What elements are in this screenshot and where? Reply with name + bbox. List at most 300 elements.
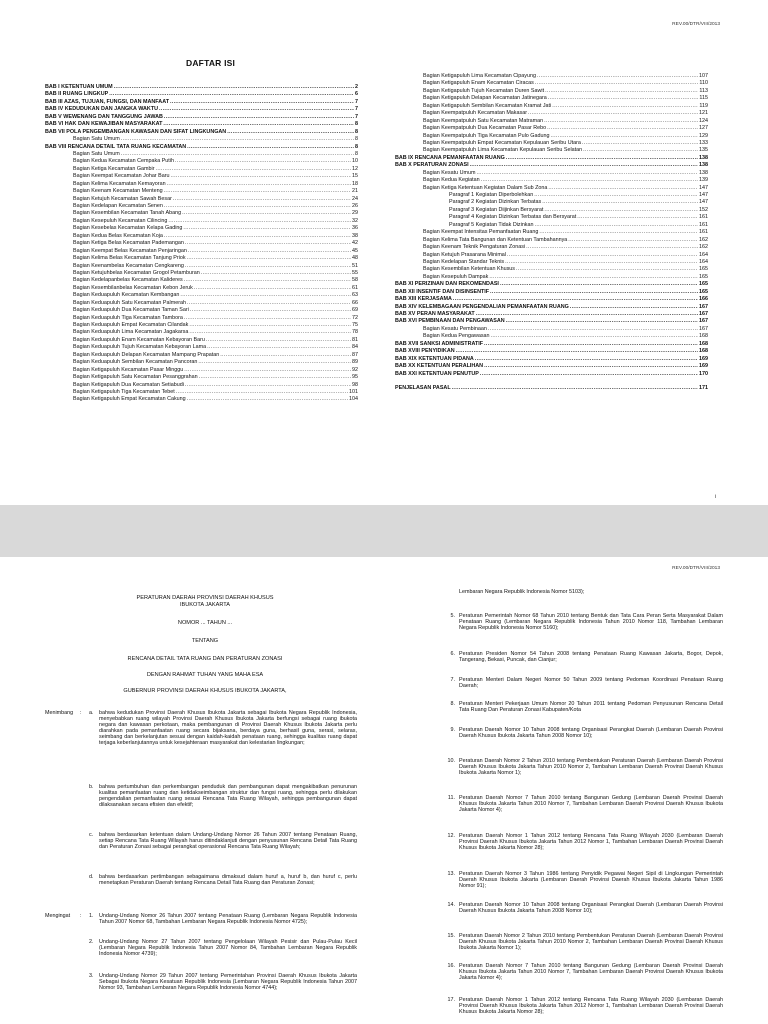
toc-leader-dots [189, 322, 351, 329]
toc-section-entry[interactable] [395, 88, 708, 95]
toc-entry-label: Bagian Kedelapan Standar Teknis [423, 258, 505, 265]
toc-entry-page: 92 [352, 366, 358, 373]
toc-leader-dots [163, 121, 354, 128]
toc-section-entry[interactable] [395, 192, 708, 199]
toc-entry-page: 171 [699, 385, 708, 392]
toc-chapter-entry[interactable] [45, 144, 358, 151]
toc-section-entry[interactable] [45, 396, 358, 403]
toc-entry-page: 162 [699, 236, 708, 243]
item-text: bahwa kedudukan Provinsi Daerah Khusus Ibukota Jakarta sebagai Ibukota Negara Republik Indonesia, menyebabkan ruang wilayah Provinsi Daerah Khusus Ibukota Jakarta berfungsi sebagai ruang ibukota negara dan kawasan perkotaan, maka pembangunan di Provinsi Daerah Khusus Ibukota Jakarta perlu diarahkan pada pemanfaatan ruang secara bijaksana, berdaya guna, berhasil guna, serasi, selaras, seimbang dan berkelanjutan sesuai dengan kaidah-kaidah penataan ruang, sehingga kualitas ruang dapat terjaga keberlanjutannya untuk kesejahteraan masyarakat dan kelestarian lingkungan; [99, 710, 357, 747]
toc-chapter-entry[interactable] [395, 356, 708, 363]
toc-section-entry[interactable] [395, 118, 708, 125]
toc-section-entry[interactable] [45, 233, 358, 240]
toc-entry-page: 169 [699, 363, 708, 370]
section-label: Menimbang [45, 710, 74, 716]
toc-entry-page: 124 [699, 117, 708, 124]
toc-leader-dots [489, 274, 698, 281]
legal-basis-item [441, 902, 723, 914]
toc-entry-page: 167 [699, 318, 708, 325]
toc-entry-label: BAB XII INSENTIF DAN DISINSENTIF [395, 288, 490, 295]
toc-entry-label: Bagian Ketujuh Kecamatan Sawah Besar [73, 195, 172, 202]
toc-entry-page: 8 [355, 143, 358, 150]
toc-entry-page: 127 [699, 125, 708, 132]
toc-leader-dots [185, 240, 351, 247]
toc-section-entry[interactable] [45, 181, 358, 188]
toc-entry-label: Bagian Kesembilan Kecamatan Tanah Abang [73, 210, 182, 217]
item-text: Peraturan Daerah Nomor 7 Tahun 2010 tentang Bangunan Gedung (Lembaran Daerah Provinsi Daerah Khusus Ibukota Jakarta Tahun 2010 Nomor 7, Tambahan Lembaran Daerah Provinsi Daerah Khusus Ibukota Jakarta Nomor 4); [459, 795, 723, 814]
toc-section-entry[interactable] [395, 222, 708, 229]
toc-leader-dots [189, 329, 351, 336]
toc-section-entry[interactable] [395, 125, 708, 132]
toc-entry-label: BAB IX RENCANA PEMANFAATAN RUANG [395, 154, 505, 161]
toc-entry-page: 45 [352, 247, 358, 254]
toc-leader-dots [484, 341, 698, 348]
item-text: Peraturan Daerah Nomor 1 Tahun 2012 tentang Rencana Tata Ruang Wilayah 2030 (Lembaran Daerah Provinsi Daerah Khusus Ibukota Jakarta Tahun 2012 Nomor 1, Tambahan Lembaran Daerah Provinsi Daerah Khusus Ibukota Jakarta Nomor 28); [459, 997, 723, 1016]
toc-section-entry[interactable] [395, 185, 708, 192]
toc-entry-label: Bagian Keempat Kecamatan Johar Baru [73, 173, 170, 180]
toc-section-entry[interactable] [395, 110, 708, 117]
legal-basis-item [441, 727, 723, 739]
toc-leader-dots [453, 296, 698, 303]
toc-leader-dots [548, 185, 698, 192]
toc-section-entry[interactable] [395, 177, 708, 184]
toc-leader-dots [545, 88, 698, 95]
colon: : [80, 710, 82, 716]
toc-entry-label: BAB II RUANG LINGKUP [45, 91, 109, 98]
toc-leader-dots [506, 318, 698, 325]
toc-entry-label: Bagian Keduapuluh Kecamatan Kembangan [73, 292, 180, 299]
legal-basis-item [441, 758, 723, 776]
item-number: 10. [447, 758, 455, 764]
toc-entry-label: Bagian Kedua Belas Kecamatan Koja [73, 232, 163, 239]
toc-leader-dots [535, 80, 699, 87]
toc-entry-label: Bagian Kedua Pengawasan [423, 333, 490, 340]
toc-chapter-entry[interactable] [395, 348, 708, 355]
toc-entry-label: BAB X PERATURAN ZONASI [395, 162, 469, 169]
toc-entry-page: 135 [699, 147, 708, 154]
toc-leader-dots [175, 158, 351, 165]
toc-entry-label: Bagian Kelima Kecamatan Kemayoran [73, 180, 166, 187]
section-label [45, 973, 80, 991]
section-label [45, 784, 80, 808]
toc-entry-label: BAB XX KETENTUAN PERALIHAN [395, 363, 484, 370]
regulation-subject: RENCANA DETAIL TATA RUANG DAN PERATURAN ZONASI [127, 656, 283, 662]
toc-leader-dots [199, 374, 351, 381]
toc-section-entry[interactable] [395, 147, 708, 154]
toc-entry-page: 7 [355, 113, 358, 120]
toc-leader-dots [180, 292, 351, 299]
toc-entry-label: Bagian Ketujuh Prasarana Minimal [423, 251, 507, 258]
toc-section-entry[interactable] [395, 214, 708, 221]
toc-entry-page: 138 [699, 154, 708, 161]
toc-entry-label: Bagian Ketujuhbelas Kecamatan Grogol Petamburan [73, 269, 200, 276]
toc-entry-label: BAB I KETENTUAN UMUM [45, 84, 113, 90]
toc-section-entry[interactable] [45, 263, 358, 270]
toc-right-column [395, 73, 708, 393]
toc-chapter-entry[interactable] [395, 304, 708, 311]
toc-section-entry[interactable] [395, 244, 708, 251]
toc-entry-label: BAB V WEWENANG DAN TANGGUNG JAWAB [45, 113, 163, 120]
toc-entry-page: 38 [352, 232, 358, 239]
legal-basis-item [441, 963, 723, 981]
section-label [45, 939, 80, 957]
toc-chapter-entry[interactable] [45, 99, 358, 106]
toc-section-entry[interactable] [395, 229, 708, 236]
toc-entry-label: Bagian Kesembilan Ketentuan Khusus [423, 266, 516, 273]
toc-entry-page: 10 [352, 158, 358, 165]
toc-entry-page: 51 [352, 262, 358, 269]
toc-leader-dots [168, 218, 351, 225]
item-text: Peraturan Daerah Nomor 2 Tahun 2010 tentang Pembentukan Peraturan Daerah (Lembaran Daerah Provinsi Daerah Khusus Ibukota Jakarta Tahun 2010 Nomor 2, Tambahan Lembaran Daerah Provinsi Daerah Khusus Ibukota Jakarta Nomor 1); [459, 933, 723, 952]
toc-leader-dots [491, 333, 698, 340]
toc-entry-label: Bagian Kedua Kegiatan [423, 177, 480, 184]
toc-leader-dots [475, 356, 698, 363]
toc-section-entry[interactable] [45, 382, 358, 389]
toc-entry-label: BAB XIII KERJASAMA [395, 296, 452, 303]
toc-section-entry[interactable] [395, 266, 708, 273]
toc-entry-label: Bagian Keduapuluh Sembilan Kecamatan Pancoran [73, 359, 198, 366]
toc-entry-page: 107 [699, 73, 708, 79]
toc-chapter-entry[interactable] [45, 114, 358, 121]
toc-leader-dots [164, 188, 351, 195]
toc-section-entry[interactable] [395, 140, 708, 147]
toc-entry-label: Bagian Keempatpuluh Kecamatan Makasar [423, 110, 527, 117]
toc-entry-label: Bagian Keempatpuluh Satu Kecamatan Matraman [423, 117, 544, 124]
regulation-heading-line: IBUKOTA JAKARTA [179, 602, 231, 608]
legal-basis-continuation [441, 589, 723, 595]
toc-chapter-entry[interactable] [395, 289, 708, 296]
page-number: i [714, 494, 716, 500]
item-text: Peraturan Menteri Dalam Negeri Nomor 50 Tahun 2009 tentang Pedoman Koordinasi Penataan Ruang Daerah; [459, 677, 723, 690]
toc-leader-dots [550, 133, 698, 140]
toc-entry-label: BAB III AZAS, TUJUAN, FUNGSI, DAN MANFAAT [45, 98, 169, 105]
toc-entry-page: 2 [355, 84, 358, 90]
item-number: 6. [450, 651, 455, 657]
toc-entry-label: Bagian Kedelapan Kecamatan Senen [73, 203, 163, 209]
toc-entry-page: 138 [699, 162, 708, 169]
toc-leader-dots [484, 363, 698, 370]
section-label [45, 832, 80, 850]
toc-section-entry[interactable] [45, 218, 358, 225]
regulation-preamble: DENGAN RAHMAT TUHAN YANG MAHA ESA [146, 672, 264, 678]
toc-entry-page: 75 [352, 322, 358, 328]
toc-section-entry[interactable] [45, 225, 358, 232]
toc-chapter-entry[interactable] [395, 341, 708, 348]
toc-entry-page: 26 [352, 203, 358, 209]
toc-section-entry[interactable] [45, 322, 358, 329]
item-number: 9. [450, 727, 455, 733]
toc-leader-dots [577, 214, 698, 221]
item-text: Undang-Undang Nomor 29 Tahun 2007 tentang Pemerintahan Provinsi Daerah Khusus Ibukota Jakarta Sebagai Ibukota Negara Kesatuan Republik Indonesia (Lembaran Negara Republik Indonesia Tahun 2007 Nomor 93, Tambahan Lembaran Negara Republik Indonesia Nomor 4744); [99, 973, 357, 992]
toc-section-entry[interactable] [45, 188, 358, 195]
toc-entry-page: 166 [699, 296, 708, 303]
toc-section-entry[interactable] [45, 292, 358, 299]
consideration-item [45, 710, 357, 746]
toc-entry-page: 147 [699, 199, 708, 206]
toc-section-entry[interactable] [395, 170, 708, 177]
item-text: Peraturan Daerah Nomor 10 Tahun 2008 tentang Organisasi Perangkat Daerah (Lembaran Daerah Provinsi Daerah Khusus Ibukota Jakarta Tahun 2008 Nomor 10); [459, 727, 723, 740]
toc-entry-page: 87 [352, 351, 358, 358]
toc-entry-label: Bagian Kedelapanbelas Kecamatan Kalideres [73, 277, 183, 284]
legal-basis-item [441, 613, 723, 631]
toc-section-entry[interactable] [45, 277, 358, 284]
toc-entry-label: Bagian Ketigapuluh Sembilan Kecamatan Kramat Jati [423, 102, 552, 109]
item-text: Peraturan Daerah Nomor 1 Tahun 2012 tentang Rencana Tata Ruang Wilayah 2030 (Lembaran Daerah Provinsi Daerah Khusus Ibukota Jakarta Tahun 2012 Nomor 1, Tambahan Lembaran Daerah Provinsi Daerah Khusus Ibukota Jakarta Nomor 28); [459, 833, 723, 852]
colon [80, 874, 89, 886]
toc-leader-dots [201, 270, 351, 277]
item-number: 13. [447, 871, 455, 877]
toc-entry-page: 42 [352, 240, 358, 247]
toc-leader-dots [173, 196, 351, 203]
toc-entry-page: 6 [355, 91, 358, 98]
toc-section-entry[interactable] [395, 237, 708, 244]
toc-entry-page: 18 [352, 180, 358, 187]
toc-section-entry[interactable] [45, 240, 358, 247]
toc-entry-label: Bagian Ketigapuluh Lima Kecamatan Cipayung [423, 73, 536, 79]
toc-leader-dots [190, 307, 351, 314]
toc-section-entry[interactable] [395, 252, 708, 259]
toc-section-entry[interactable] [395, 259, 708, 266]
toc-section-entry[interactable] [45, 151, 358, 158]
toc-leader-dots [114, 84, 354, 91]
toc-entry-page: 170 [699, 370, 708, 377]
toc-entry-page: 152 [699, 206, 708, 213]
toc-entry-page: 110 [699, 80, 708, 87]
toc-leader-dots [167, 181, 351, 188]
toc-section-entry[interactable] [395, 207, 708, 214]
toc-chapter-entry[interactable] [395, 318, 708, 325]
toc-entry-page: 168 [699, 333, 708, 340]
toc-section-entry[interactable] [45, 344, 358, 351]
toc-section-entry[interactable] [45, 248, 358, 255]
toc-entry-page: 115 [699, 95, 708, 102]
toc-leader-dots [500, 281, 698, 288]
toc-leader-dots [227, 129, 354, 136]
toc-leader-dots [537, 73, 698, 80]
toc-section-entry[interactable] [45, 389, 358, 396]
toc-chapter-entry[interactable] [45, 121, 358, 128]
toc-section-entry[interactable] [395, 80, 708, 87]
toc-section-entry[interactable] [45, 367, 358, 374]
toc-section-entry[interactable] [395, 133, 708, 140]
toc-leader-dots [506, 155, 698, 162]
toc-entry-page: 98 [352, 381, 358, 388]
toc-leader-dots [164, 233, 351, 240]
toc-section-entry[interactable] [395, 199, 708, 206]
toc-entry-label: Bagian Keduapuluh Lima Kecamatan Jagakarsa [73, 329, 189, 336]
toc-section-entry[interactable] [45, 270, 358, 277]
item-number: 12. [447, 833, 455, 839]
toc-entry-page: 165 [699, 273, 708, 280]
toc-section-entry[interactable] [45, 329, 358, 336]
item-number: 2. [89, 939, 94, 945]
toc-section-entry[interactable] [395, 326, 708, 333]
toc-entry-page: 8 [355, 128, 358, 135]
toc-chapter-entry[interactable] [395, 162, 708, 169]
toc-entry-page: 36 [352, 225, 358, 232]
toc-entry-label: Bagian Keenam Kecamatan Menteng [73, 188, 163, 195]
toc-section-entry[interactable] [45, 255, 358, 262]
toc-section-entry[interactable] [45, 136, 358, 143]
item-number: 1. [89, 913, 94, 919]
toc-chapter-entry[interactable] [45, 91, 358, 98]
toc-section-entry[interactable] [45, 359, 358, 366]
toc-section-entry[interactable] [395, 274, 708, 281]
toc-leader-dots [548, 95, 699, 102]
toc-entry-label: Bagian Kedua Kecamatan Cempaka Putih [73, 158, 174, 165]
toc-section-entry[interactable] [45, 166, 358, 173]
toc-leader-dots [206, 337, 351, 344]
toc-leader-dots [184, 367, 351, 374]
item-text: bahwa berdasarkan ketentuan dalam Undang-Undang Nomor 26 Tahun 2007 tentang Penataan Ruang, setiap Rencana Tata Ruang Wilayah harus ditindaklanjuti dengan penyusunan Rencana Detail Tata Ruang dan Peraturan Zonasi sebagai perangkat operasional Rencana Tata Ruang Wilayah; [99, 832, 357, 851]
toc-entry-label: Bagian Keempatpuluh Dua Kecamatan Pasar Rebo [423, 125, 547, 132]
toc-leader-dots [582, 140, 698, 147]
legal-basis-item [441, 651, 723, 663]
toc-leader-dots [570, 304, 698, 311]
toc-leader-dots [156, 166, 351, 173]
toc-entry-label: Bagian Ketigapuluh Tujuh Kecamatan Duren Sawit [423, 87, 545, 94]
colon [80, 973, 89, 991]
toc-section-entry[interactable] [45, 210, 358, 217]
toc-leader-dots [547, 125, 698, 132]
toc-chapter-entry[interactable] [395, 311, 708, 318]
toc-section-entry[interactable] [45, 285, 358, 292]
section-label [45, 874, 80, 886]
toc-left-column [45, 84, 358, 404]
item-number: 15. [447, 933, 455, 939]
toc-leader-dots [170, 99, 354, 106]
toc-section-entry[interactable] [45, 315, 358, 322]
toc-leader-dots [480, 371, 698, 378]
toc-entry-label: Bagian Ketigapuluh Enam Kecamatan Ciracas [423, 80, 534, 87]
toc-entry-page: 113 [699, 87, 708, 94]
toc-leader-dots [456, 348, 698, 355]
toc-leader-dots [220, 352, 351, 359]
toc-entry-page: 58 [352, 277, 358, 284]
toc-section-entry[interactable] [45, 173, 358, 180]
consideration-item [45, 784, 357, 808]
toc-section-entry[interactable] [45, 300, 358, 307]
colon: : [80, 913, 82, 919]
toc-entry-page: 147 [699, 192, 708, 198]
colon [80, 832, 89, 850]
toc-leader-dots [552, 103, 698, 110]
item-text: Peraturan Daerah Nomor 10 Tahun 2008 tentang Organisasi Perangkat Daerah (Lembaran Daerah Provinsi Daerah Khusus Ibukota Jakarta Tahun 2008 Nomor 10); [459, 902, 723, 915]
toc-entry-label: Bagian Ketiga Ketentuan Kegiatan Dalam Sub Zona [423, 184, 548, 191]
toc-leader-dots [109, 91, 354, 98]
toc-leader-dots [187, 255, 351, 262]
item-text: Peraturan Pemerintah Nomor 68 Tahun 2010 tentang Bentuk dan Tata Cara Peran Serta Masyarakat Dalam Penataan Ruang (Lembaran Negara Republik Indonesia Tahun 2010 Nomor 118, Tambahan Lembaran Negara Republik Indonesia Nomor 5160); [459, 613, 723, 632]
toc-leader-dots [476, 311, 698, 318]
toc-entry-page: 139 [699, 177, 708, 184]
toc-leader-dots [164, 203, 351, 210]
toc-leader-dots [488, 326, 698, 333]
toc-entry-page: 101 [349, 388, 358, 395]
toc-entry-page: 138 [699, 169, 708, 176]
toc-section-entry[interactable] [45, 196, 358, 203]
toc-entry-label: Bagian Keduapuluh Tujuh Kecamatan Kebayoran Lama [73, 344, 207, 351]
toc-leader-dots [544, 118, 698, 125]
toc-entry-label: BAB XVII SANKSI ADMINISTRATIF [395, 340, 484, 347]
toc-section-entry[interactable] [45, 374, 358, 381]
toc-entry-page: 63 [352, 292, 358, 299]
legal-basis-item [441, 933, 723, 951]
toc-entry-label: Bagian Ketigapuluh Dua Kecamatan Setiabudi [73, 381, 184, 388]
toc-entry-label: Bagian Ketigapuluh Delapan Kecamatan Jatinegara [423, 95, 547, 102]
toc-chapter-entry[interactable] [45, 84, 358, 91]
legal-basis-item [441, 677, 723, 689]
toc-entry-page: 84 [352, 344, 358, 351]
toc-leader-dots [542, 199, 698, 206]
item-letter: d. [89, 874, 94, 880]
toc-entry-page: 129 [699, 132, 708, 139]
toc-entry-page: 162 [699, 244, 708, 251]
toc-chapter-entry[interactable] [45, 106, 358, 113]
toc-chapter-entry[interactable] [45, 129, 358, 136]
toc-entry-label: Bagian Satu Umum [73, 136, 120, 143]
toc-leader-dots [568, 237, 698, 244]
toc-section-entry[interactable] [45, 158, 358, 165]
toc-entry-page: 7 [355, 106, 358, 113]
toc-section-entry[interactable] [45, 307, 358, 314]
toc-chapter-entry[interactable] [395, 371, 708, 378]
toc-leader-dots [198, 359, 351, 366]
toc-leader-dots [183, 225, 351, 232]
revision-code: REV.00/DTR/VIII/2013 [672, 566, 720, 571]
toc-entry-label: PENJELASAN PASAL [395, 385, 451, 392]
toc-chapter-entry[interactable] [395, 155, 708, 162]
toc-entry-label: BAB XV PERAN MASYARAKAT [395, 311, 475, 317]
toc-entry-page: 81 [352, 336, 358, 343]
toc-section-entry[interactable] [395, 73, 708, 80]
toc-entry-page: 8 [355, 121, 358, 128]
toc-entry-page: 104 [349, 396, 358, 403]
toc-entry-label: Bagian Ketiga Kecamatan Gambir [73, 165, 155, 172]
toc-section-entry[interactable] [45, 337, 358, 344]
toc-section-entry[interactable] [395, 333, 708, 340]
toc-section-entry[interactable] [395, 103, 708, 110]
legal-basis-item [45, 913, 357, 925]
toc-entry-label: Bagian Keduapuluh Delapan Kecamatan Mampang Prapatan [73, 351, 220, 358]
toc-entry-page: 66 [352, 299, 358, 306]
toc-chapter-entry[interactable] [395, 281, 708, 288]
item-number: 5. [450, 613, 455, 619]
toc-section-entry[interactable] [45, 352, 358, 359]
item-number: 11. [447, 795, 455, 801]
toc-entry-page: 161 [699, 229, 708, 236]
toc-entry-page: 147 [699, 184, 708, 191]
toc-entry-label: BAB VI HAK DAN KEWAJIBAN MASYARAKAT [45, 121, 163, 128]
toc-entry-label: Bagian Keduapuluh Satu Kecamatan Palmerah [73, 299, 186, 306]
toc-leader-dots [187, 300, 351, 307]
toc-chapter-entry[interactable] [395, 385, 708, 392]
toc-entry-label: Paragraf 1 Kegiatan Diperbolehkan [449, 192, 534, 198]
toc-leader-dots [176, 389, 348, 396]
toc-entry-label: BAB XVIII PENYIDIKAN [395, 348, 455, 355]
item-text: Undang-Undang Nomor 27 Tahun 2007 tentang Pengelolaan Wilayah Pesisir dan Pulau-Pulau Kecil (Lembaran Negara Republik Indonesia Tahun 2007 Nomor 84, Tambahan Lembaran Negara Republik Indonesia Nomor 4739); [99, 939, 357, 958]
toc-entry-page: 69 [352, 307, 358, 314]
item-text: Peraturan Presiden Nomor 54 Tahun 2008 tentang Penataan Ruang Kawasan Jakarta, Bogor, Depok, Tangerang, Bekasi, Puncak, dan Cianjur; [459, 651, 723, 664]
item-letter: a. [89, 710, 94, 716]
item-text: Undang-Undang Nomor 26 Tahun 2007 tentang Penataan Ruang (Lembaran Negara Republik Indonesia Tahun 2007 Nomor 68, Tambahan Lembaran Negara Republik Indonesia Nomor 4725); [99, 913, 357, 926]
toc-entry-page: 55 [352, 269, 358, 276]
toc-chapter-entry[interactable] [395, 296, 708, 303]
toc-section-entry[interactable] [45, 203, 358, 210]
toc-section-entry[interactable] [395, 95, 708, 102]
toc-leader-dots [182, 210, 351, 217]
toc-entry-page: 78 [352, 329, 358, 336]
toc-chapter-entry[interactable] [395, 363, 708, 370]
